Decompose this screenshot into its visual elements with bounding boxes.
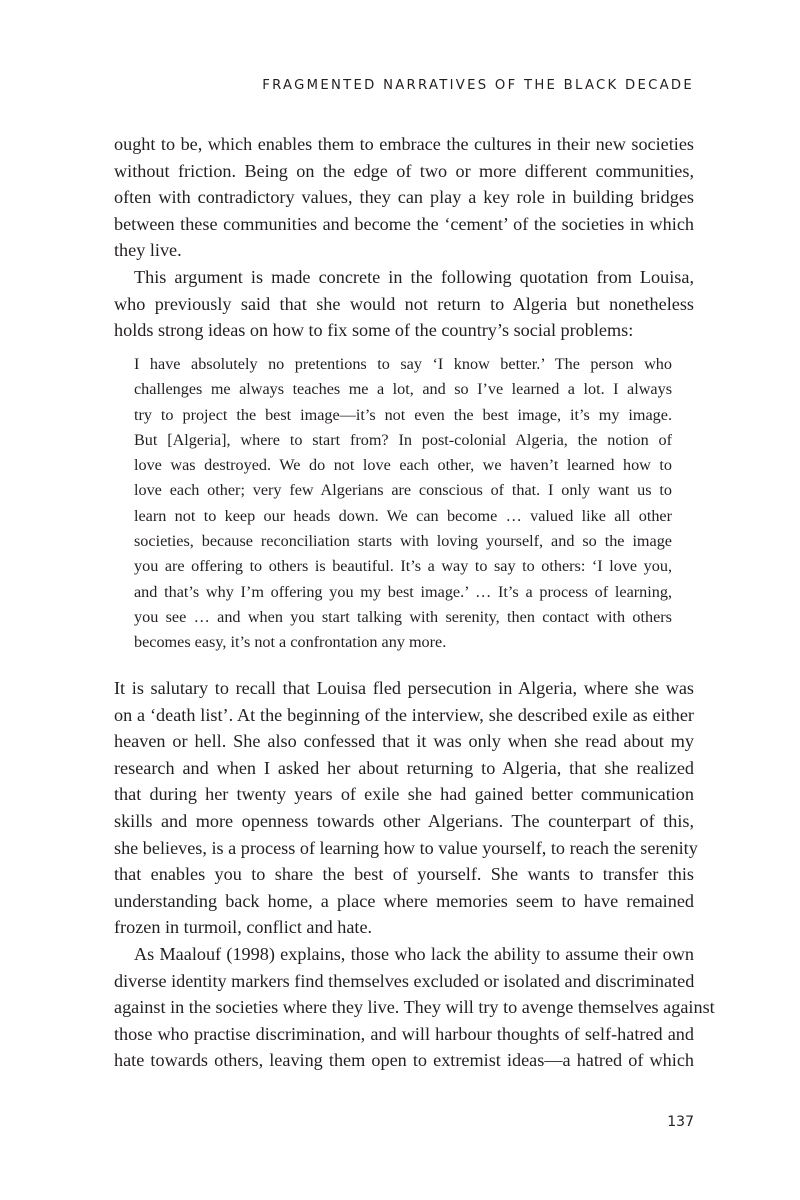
text-line: who previously said that she would not return to Algeria but nonetheless [114, 293, 694, 314]
text-line: As Maalouf (1998) explains, those who lack the ability to assume their own [134, 944, 694, 964]
text-line: holds strong ideas on how to fix some of the country’s social problems: [114, 320, 634, 341]
quote-line: societies, because reconciliation starts with loving yourself, and so the image [134, 532, 672, 551]
text-line: she believes, is a process of learning how to value yourself, to reach the serenity [114, 837, 698, 858]
paragraph-continuation [114, 131, 694, 264]
text-line: that during her twenty years of exile she had gained better communication [114, 784, 694, 805]
quote-line: you see … and when you start talking with serenity, then contact with others [134, 607, 672, 626]
paragraph-argument [114, 264, 694, 344]
quote-line: love each other; very few Algerians are conscious of that. I only want us to [134, 481, 672, 500]
page-number: 137 [667, 1114, 694, 1130]
paragraph-louisa-exile [114, 675, 698, 941]
text-line: ought to be, which enables them to embrace the cultures in their new societies [114, 134, 694, 154]
quote-line: challenges me always teaches me a lot, and so I’ve learned a lot. I always [134, 380, 672, 399]
text-line: often with contradictory values, they can play a key role in building bridges [114, 187, 694, 208]
text-line: skills and more openness towards other Algerians. The counterpart of this, [114, 810, 694, 831]
text-line: that enables you to share the best of yourself. She wants to transfer this [114, 864, 694, 885]
running-head: FRAGMENTED NARRATIVES OF THE BLACK DECADE [262, 78, 694, 93]
text-line: they live. [114, 240, 182, 261]
text-line: those who practise discrimination, and will harbour thoughts of self-hatred and [114, 1023, 694, 1044]
quote-line: becomes easy, it’s not a confrontation any more. [134, 633, 447, 652]
text-line: diverse identity markers find themselves excluded or isolated and discriminated [114, 970, 695, 991]
quote-line: try to project the best image—it’s not even the best image, it’s my image. [134, 405, 672, 424]
quote-line: and that’s why I’m offering you my best image.’ … It’s a process of learning, [134, 582, 672, 601]
quote-line: love was destroyed. We do not love each other, we haven’t learned how to [134, 456, 672, 475]
text-line: research and when I asked her about returning to Algeria, that she realized [114, 757, 694, 778]
quote-line: I have absolutely no pretentions to say ‘I know better.’ The person who [134, 355, 672, 373]
quote-line: you are offering to others is beautiful. It’s a way to say to others: ‘I love you, [134, 557, 672, 576]
text-line: heaven or hell. She also confessed that it was only when she read about my [114, 731, 694, 752]
text-line: against in the societies where they live. They will try to avenge themselves against [114, 997, 715, 1018]
text-line: This argument is made concrete in the following quotation from Louisa, [134, 267, 694, 287]
text-line: on a ‘death list’. At the beginning of the interview, she described exile as either [114, 704, 694, 725]
text-line: understanding back home, a place where memories seem to have remained [114, 890, 694, 911]
text-line: frozen in turmoil, conflict and hate. [114, 917, 373, 938]
text-line: without friction. Being on the edge of two or more different communities, [114, 160, 694, 181]
block-quote-louisa [134, 352, 672, 656]
quote-line: But [Algeria], where to start from? In post-colonial Algeria, the notion of [134, 430, 672, 449]
text-line: hate towards others, leaving them open to extremist ideas—a hatred of which [114, 1050, 694, 1071]
paragraph-maalouf [114, 941, 715, 1074]
quote-line: learn not to keep our heads down. We can become … valued like all other [134, 506, 672, 525]
text-line: between these communities and become the ‘cement’ of the societies in which [114, 213, 694, 234]
text-line: It is salutary to recall that Louisa fled persecution in Algeria, where she was [114, 678, 694, 698]
